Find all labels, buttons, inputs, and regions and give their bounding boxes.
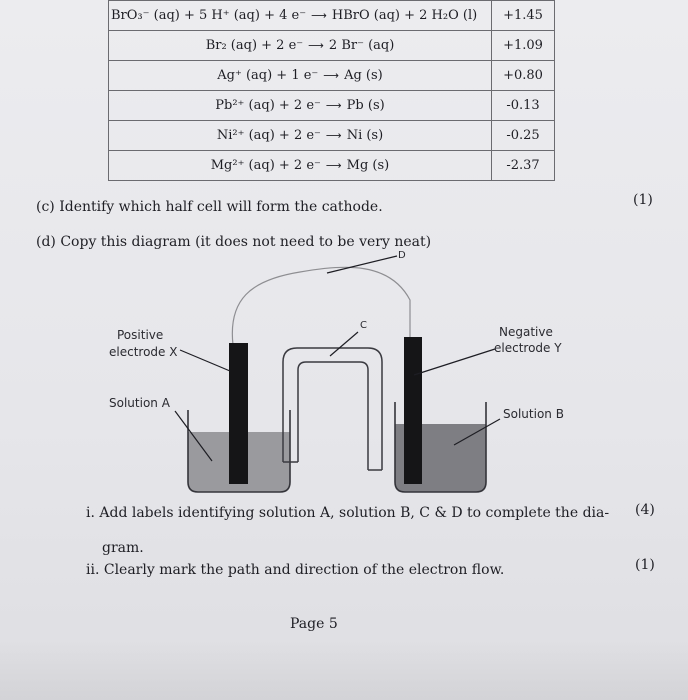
question-ii-mark: (1) bbox=[635, 557, 655, 573]
external-wire bbox=[232, 267, 410, 345]
potential-cell: -2.37 bbox=[492, 151, 555, 181]
negative-label-1: Negative bbox=[499, 325, 553, 339]
reactants: BrO₃⁻ (aq) + 5 H⁺ (aq) + 4 e⁻ bbox=[111, 8, 307, 23]
label-c: C bbox=[360, 320, 367, 331]
reactants: Ag⁺ (aq) + 1 e⁻ bbox=[217, 68, 319, 83]
reaction-arrow: ⟶ bbox=[325, 99, 342, 112]
reactants: Br₂ (aq) + 2 e⁻ bbox=[205, 38, 304, 53]
positive-label-line bbox=[180, 350, 230, 371]
negative-label-2: electrode Y bbox=[494, 341, 562, 355]
question-c-mark: (1) bbox=[633, 192, 653, 208]
products: 2 Br⁻ (aq) bbox=[328, 38, 395, 53]
question-d: (d) Copy this diagram (it does not need to be very neat) bbox=[36, 234, 432, 250]
question-i-mark: (4) bbox=[635, 502, 655, 518]
potential-cell: +1.09 bbox=[492, 31, 555, 61]
products: Pb (s) bbox=[346, 98, 385, 113]
products: Ag (s) bbox=[344, 68, 383, 83]
products: Mg (s) bbox=[346, 158, 390, 173]
potential-cell: -0.13 bbox=[492, 91, 555, 121]
reactants: Pb²⁺ (aq) + 2 e⁻ bbox=[215, 98, 321, 113]
potential-cell: +0.80 bbox=[492, 61, 555, 91]
question-i-line1: i. Add labels identifying solution A, solution B, C & D to complete the dia- bbox=[86, 505, 610, 521]
potential-cell: +1.45 bbox=[492, 1, 555, 31]
salt-bridge-inner bbox=[298, 362, 368, 470]
label-d: D bbox=[398, 250, 406, 261]
reaction-arrow: ⟶ bbox=[325, 129, 342, 142]
label-d-line bbox=[327, 256, 397, 273]
products: HBrO (aq) + 2 H₂O (l) bbox=[331, 8, 478, 23]
question-ii: ii. Clearly mark the path and direction of the electron flow. bbox=[86, 562, 505, 578]
reactants: Ni²⁺ (aq) + 2 e⁻ bbox=[216, 128, 321, 143]
reactants: Mg²⁺ (aq) + 2 e⁻ bbox=[210, 158, 321, 173]
reaction-arrow: ⟶ bbox=[308, 39, 324, 52]
question-i-line2: gram. bbox=[102, 540, 144, 556]
potential-cell: -0.25 bbox=[492, 121, 555, 151]
solution-a-label: Solution A bbox=[109, 396, 170, 410]
electrode-y bbox=[404, 337, 422, 484]
electrode-x bbox=[229, 343, 248, 484]
negative-label-line bbox=[414, 349, 495, 375]
reaction-arrow: ⟶ bbox=[311, 9, 327, 22]
reaction-arrow: ⟶ bbox=[323, 69, 340, 82]
reaction-arrow: ⟶ bbox=[325, 159, 342, 172]
positive-label-2: electrode X bbox=[109, 345, 178, 359]
page-number: Page 5 bbox=[290, 616, 338, 632]
products: Ni (s) bbox=[346, 128, 384, 143]
solution-b-label: Solution B bbox=[503, 407, 564, 421]
question-c: (c) Identify which half cell will form the cathode. bbox=[36, 199, 383, 215]
positive-label-1: Positive bbox=[117, 328, 164, 342]
label-c-line bbox=[330, 332, 358, 356]
